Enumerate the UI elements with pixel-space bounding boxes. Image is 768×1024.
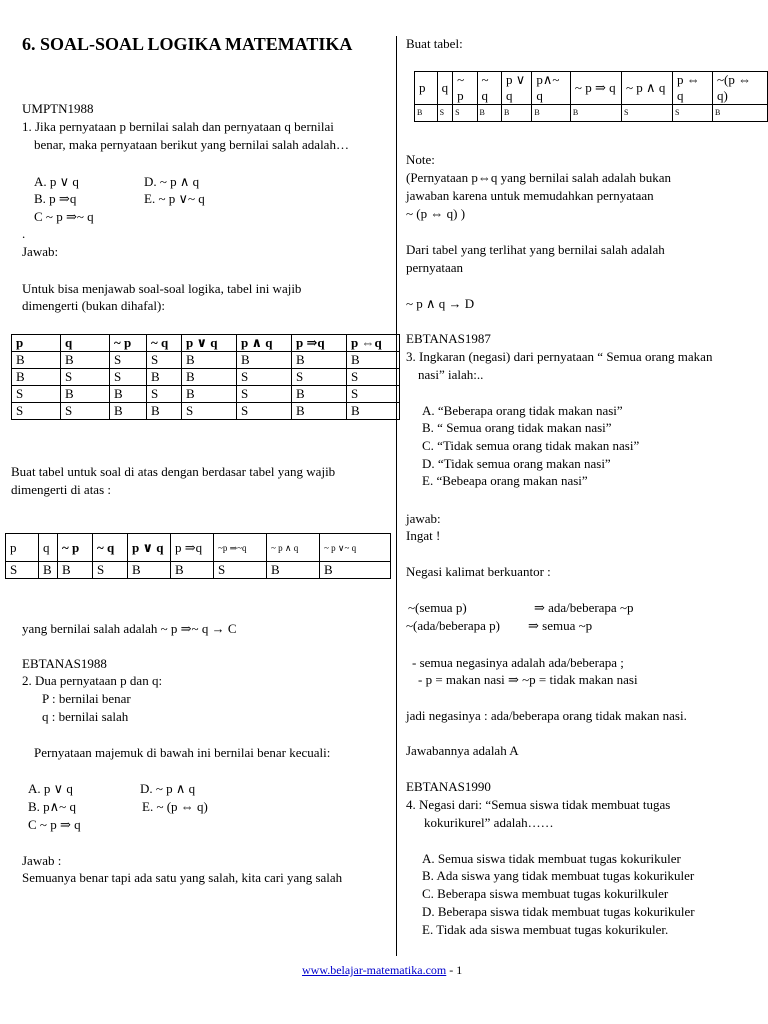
q3-s1: - semua negasinya adalah ada/beberapa ; [412,655,624,670]
th-cell: p∧~ q [532,72,571,105]
table-row [415,105,768,122]
td-cell: B [61,352,110,369]
td-cell: B [182,386,237,403]
th-cell: ~ p ⇒ q [570,72,621,105]
q1-option-c: C ~ p ⇒~ q [34,209,94,224]
th-cell: p [12,335,61,352]
td-cell: S [347,386,400,403]
table-soal-1-header [6,534,391,562]
q3-s2: - p = makan nasi ⇒ ~p = tidak makan nasi [418,672,638,687]
td-cell: S [437,105,453,122]
rule1-right: ⇒ ada/beberapa ~p [534,600,634,615]
th-cell: p [415,72,438,105]
td-cell: B [147,369,182,386]
rule2-right: ⇒ semua ~p [528,618,593,633]
q3-source: EBTANAS1987 [406,331,491,346]
q2-jawab: Jawab : [22,853,62,868]
th-cell: q [437,72,453,105]
td-cell: S [622,105,673,122]
table-row [12,352,400,369]
td-cell: B [292,386,347,403]
td-cell: S [147,352,182,369]
td-cell: S [93,562,128,579]
answer-q1: yang bernilai salah adalah ~ p ⇒~ q → C [22,621,237,636]
td-cell: S [214,562,267,579]
td-cell: B [237,352,292,369]
td-cell: S [110,369,147,386]
th-cell: ~ p ∧ q [267,534,320,562]
intro-line2: dimengerti (bukan dihafal): [22,298,165,313]
td-cell: B [61,386,110,403]
th-cell: p ∨ q [502,72,532,105]
td-cell: B [347,403,400,420]
q1-source: UMPTN1988 [22,101,94,116]
td-cell: B [502,105,532,122]
q3-jawaban: Jawabannya adalah A [406,743,519,758]
td-cell: S [12,403,61,420]
td-cell: B [39,562,58,579]
intro-line1: Untuk bisa menjawab soal-soal logika, tabel ini wajib [22,281,302,296]
table-row [12,403,400,420]
th-cell: p ∨ q [128,534,171,562]
th-cell: ~(p ⇔ q) [712,72,767,105]
th-cell: ~ q [93,534,128,562]
td-cell: S [61,369,110,386]
q3-jadi: jadi negasinya : ada/beberapa orang tidak makan nasi. [406,708,687,723]
truth-table [11,334,400,420]
q4-option-d: D. Beberapa siswa tidak membuat tugas kokurikuler [422,904,695,919]
th-cell: ~ p [453,72,477,105]
q4-option-e: E. Tidak ada siswa membuat tugas kokurikuler. [422,922,669,937]
q1-option-e: E. ~ p ∨~ q [144,191,205,206]
td-cell: S [292,369,347,386]
q4-line2: kokurikurel” adalah…… [424,815,554,830]
answer-q2: ~ p ∧ q → D [406,296,475,311]
note-line1: (Pernyataan p⇔q yang bernilai salah adalah bukan [406,170,671,185]
td-cell: B [267,562,320,579]
td-cell: B [570,105,621,122]
td-cell: S [110,352,147,369]
q4-source: EBTANAS1990 [406,779,491,794]
q1-jawab: Jawab: [22,244,59,259]
th-cell: p ∨ q [182,335,237,352]
website-link[interactable]: www.belajar-matematika.com [302,963,447,977]
note-line2: jawaban karena untuk memudahkan pernyataan [406,188,654,203]
td-cell: B [147,403,182,420]
td-cell: B [12,352,61,369]
td-cell: S [147,386,182,403]
th-cell: q [39,534,58,562]
q2-option-a: A. p ∨ q [28,781,73,796]
table-soal-2-header [415,72,768,105]
note-label: Note: [406,152,435,167]
q3-jawab: jawab: [406,511,441,526]
page-number: - 1 [446,963,463,977]
q1-option-a: A. p ∨ q [34,174,79,189]
td-cell: S [237,403,292,420]
build-line2: dimengerti di atas : [11,482,112,497]
q3-option-d: D. “Tidak semua orang makan nasi” [422,456,611,471]
td-cell: S [61,403,110,420]
q4-option-c: C. Beberapa siswa membuat tugas kokurilkuler [422,886,669,901]
td-cell: S [347,369,400,386]
td-cell: B [532,105,571,122]
q3-option-b: B. “ Semua orang tidak makan nasi” [422,420,612,435]
q2-option-b: B. p∧~ q [28,799,76,814]
td-cell: S [6,562,39,579]
q2-source: EBTANAS1988 [22,656,107,671]
q3-option-a: A. “Beberapa orang tidak makan nasi” [422,403,623,418]
q1-line2: benar, maka pernyataan berikut yang bernilai salah adalah… [34,137,349,152]
q3-line2: nasi” ialah:.. [418,367,484,382]
td-cell: B [12,369,61,386]
table-row [12,386,400,403]
table-row [6,562,391,579]
rule2-left: ~(ada/beberapa p) [406,618,501,633]
table-row [12,369,400,386]
q4-line1: 4. Negasi dari: “Semua siswa tidak membuat tugas [406,797,671,812]
q1-option-b: B. p ⇒q [34,191,77,206]
page-title: 6. SOAL-SOAL LOGIKA MATEMATIKA [22,34,353,54]
th-cell: ~ q [477,72,501,105]
th-cell: ~ q [147,335,182,352]
q1-option-d: D. ~ p ∧ q [144,174,200,189]
td-cell: B [128,562,171,579]
td-cell: B [182,369,237,386]
dari-line2: pernyataan [406,260,464,275]
td-cell: B [320,562,391,579]
q3-option-e: E. “Bebeapa orang makan nasi” [422,473,588,488]
q3-negasi: Negasi kalimat berkuantor : [406,564,551,579]
td-cell: S [237,386,292,403]
th-cell: ~p ⇒~q [214,534,267,562]
td-cell: S [673,105,713,122]
q2-option-c: C ~ p ⇒ q [28,817,81,832]
td-cell: B [477,105,501,122]
column-divider [396,36,397,956]
th-cell: ~ p [58,534,93,562]
th-cell: ~ p ∨~ q [320,534,391,562]
dari-line1: Dari tabel yang terlihat yang bernilai salah adalah [406,242,665,257]
th-cell: p ⇔ q [673,72,713,105]
q2-jawab2: Semuanya benar tapi ada satu yang salah, kita cari yang salah [22,870,343,885]
th-cell: p ⇒q [292,335,347,352]
q2-option-e: E. ~ (p ⇔ q) [142,799,208,814]
td-cell: S [237,369,292,386]
th-cell: p ⇔q [347,335,400,352]
td-cell: B [415,105,438,122]
th-cell: q [61,335,110,352]
q3-ingat: Ingat ! [406,528,441,543]
rule1-left: ~(semua p) [408,600,467,615]
q3-line1: 3. Ingkaran (negasi) dari pernyataan “ Semua orang makan [406,349,713,364]
q3-option-c: C. “Tidak semua orang tidak makan nasi” [422,438,640,453]
q4-option-b: B. Ada siswa yang tidak membuat tugas kokurikuler [422,868,695,883]
table-soal-1 [5,533,391,579]
td-cell: B [110,403,147,420]
th-cell: ~ p [110,335,147,352]
td-cell: B [110,386,147,403]
q4-option-a: A. Semua siswa tidak membuat tugas kokurikuler [422,851,681,866]
th-cell: p ⇒q [171,534,214,562]
td-cell: B [171,562,214,579]
td-cell: B [347,352,400,369]
q2-q: q : bernilai salah [42,709,129,724]
note-line3: ~ (p ⇔ q) ) [406,206,466,221]
q2-p: P : bernilai benar [42,691,131,706]
th-cell: ~ p ∧ q [622,72,673,105]
td-cell: B [58,562,93,579]
truth-table-header [12,335,400,352]
build-line1: Buat tabel untuk soal di atas dengan berdasar tabel yang wajib [11,464,336,479]
td-cell: B [292,403,347,420]
th-cell: p [6,534,39,562]
footer [302,962,462,978]
q2-option-d: D. ~ p ∧ q [140,781,196,796]
q2-line1: 2. Dua pernyataan p dan q: [22,673,163,688]
th-cell: p ∧ q [237,335,292,352]
td-cell: B [182,352,237,369]
td-cell: B [712,105,767,122]
stray-dot: . [22,226,26,241]
q1-line1: 1. Jika pernyataan p bernilai salah dan pernyataan q bernilai [22,119,334,134]
td-cell: B [292,352,347,369]
table-soal-2 [414,71,768,122]
td-cell: S [12,386,61,403]
q2-stmt: Pernyataan majemuk di bawah ini bernilai benar kecuali: [34,745,331,760]
td-cell: S [182,403,237,420]
buat-tabel: Buat tabel: [406,36,463,51]
td-cell: S [453,105,477,122]
